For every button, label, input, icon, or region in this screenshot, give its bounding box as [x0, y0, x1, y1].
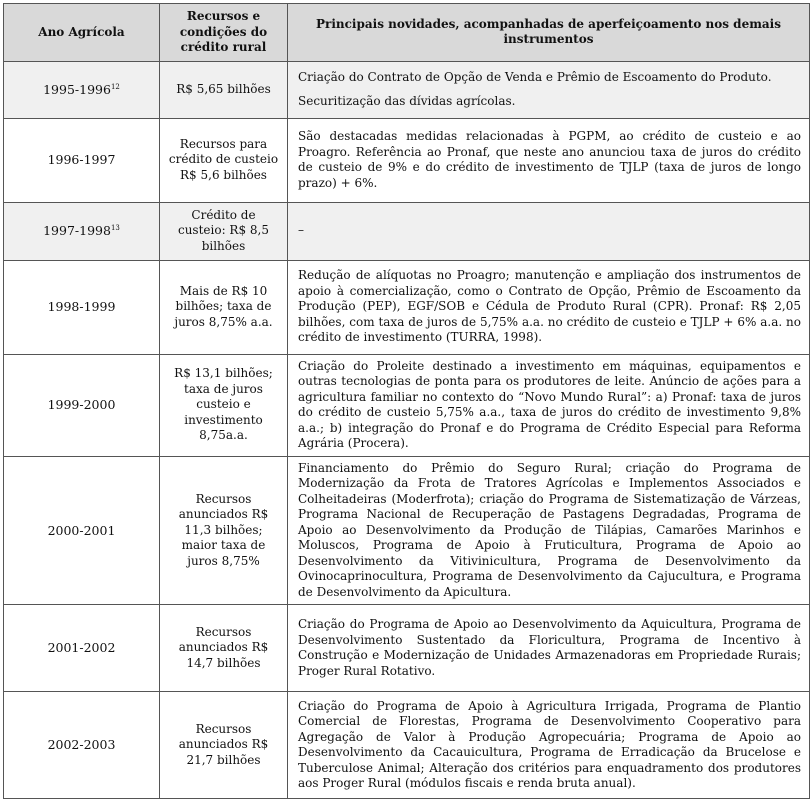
- novelty-text: Securitização das dívidas agrícolas.: [298, 93, 516, 108]
- novelty-text: Criação do Proleite destinado a investimento em máquinas, equipamentos e outras tecnologias de ponta para os produtores de leite. Anúncio de ações para a agricultura familiar no contexto do “Novo Mundo Rural”: a) Pronaf: taxa de juros do crédito de custeio 5,75% a.a., taxa de juros do crédito de investimento 9,8% a.a.; b) integração do Pronaf e do Programa de Crédito Especial para Reforma Agrária (Procera).: [298, 358, 801, 450]
- footnote-marker: 13: [110, 224, 120, 233]
- table-row: [4, 202, 810, 260]
- novelty-text: São destacadas medidas relacionadas à PGPM, ao crédito de custeio e ao Proagro. Referência ao Pronaf, que neste ano anunciou taxa de juros do crédito de custeio de 9% e do crédito de investimento de TJLP (taxa de juros de longo prazo) + 6%.: [298, 129, 801, 190]
- header-year: Ano Agrícola: [4, 4, 160, 62]
- novelty-text: Financiamento do Prêmio do Seguro Rural; criação do Programa de Modernização da Frota de Tratores Agrícolas e Implementos Associados e Colheitadeiras (Moderfrota); criação do Programa de Sistematização de Várzeas, Programa Nacional de Recuperação de Pastagens Degradadas, Programa de Apoio ao Desenvolvimento da Produção de Tilápias, Camarões Marinhos e Moluscos, Programa de Apoio à Fruticultura, Programa de Apoio ao Desenvolvimento da Vitivinicultura, Programa de Desenvolvimento da Ovinocaprinocultura, Programa de Desenvolvimento da Cajucultura, e Programa de Desenvolvimento da Apicultura.: [298, 460, 801, 599]
- table-row: [4, 456, 810, 605]
- credit-policy-table: [3, 3, 810, 799]
- year-cell: [4, 118, 160, 202]
- year-label: 1997-1998: [43, 223, 111, 239]
- year-cell: [4, 202, 160, 260]
- header-row: [4, 4, 810, 62]
- table-row: [4, 61, 810, 118]
- resources-cell: Recursos anunciados R$ 21,7 bilhões: [160, 692, 288, 799]
- novelty-text: Criação do Programa de Apoio ao Desenvolvimento da Aquicultura, Programa de Desenvolvimento Sustentado da Floricultura, Programa de Incentivo à Construção e Modernização de Unidades Armazenadoras em Propriedade Rurais; Proger Rural Rotativo.: [298, 617, 801, 678]
- year-cell: [4, 354, 160, 456]
- year-cell: [4, 260, 160, 354]
- resources-cell: Recursos para crédito de custeio R$ 5,6 bilhões: [160, 118, 288, 202]
- novelties-cell: [288, 61, 810, 118]
- novelties-cell: [288, 354, 810, 456]
- novelty-text: Criação do Contrato de Opção de Venda e Prêmio de Escoamento do Produto.: [298, 70, 772, 84]
- year-cell: [4, 456, 160, 605]
- footnote-marker: 12: [110, 82, 120, 91]
- novelty-text: Criação do Programa de Apoio à Agricultura Irrigada, Programa de Plantio Comercial de Florestas, Programa de Desenvolvimento Cooperativo para Agregação de Valor à Produção Agropecuária; Programa de Apoio ao Desenvolvimento da Cacauicultura, Programa de Erradicação da Brucelose e Tuberculose Animal; Alteração dos critérios para enquadramento dos produtores aos Proger Rural (módulos fiscais e renda bruta anual).: [298, 698, 801, 790]
- header-resources: Recursos e condições do crédito rural: [160, 4, 288, 62]
- resources-cell: Crédito de custeio: R$ 8,5 bilhões: [160, 202, 288, 260]
- year-label: 2002-2003: [47, 737, 116, 753]
- resources-cell: Recursos anunciados R$ 14,7 bilhões: [160, 605, 288, 692]
- table-row: [4, 260, 810, 354]
- novelties-cell: [288, 456, 810, 605]
- year-label: 1998-1999: [47, 299, 116, 315]
- novelty-text: Redução de alíquotas no Proagro; manutenção e ampliação dos instrumentos de apoio à comercialização, como o Contrato de Opção, Prêmio de Escoamento da Produção (PEP), EGF/SOB e Cédula de Produto Rural (CPR). Pronaf: R$ 2,05 bilhões, com taxa de juros de 5,75% a.a. no crédito de custeio e TJLP + 6% a.a. no crédito de investimento (TURRA, 1998).: [298, 268, 801, 345]
- table-row: [4, 354, 810, 456]
- table-row: [4, 605, 810, 692]
- resources-cell: R$ 13,1 bilhões; taxa de juros custeio e investimento 8,75a.a.: [160, 354, 288, 456]
- year-label: 1995-1996: [43, 81, 111, 97]
- resources-cell: Mais de R$ 10 bilhões; taxa de juros 8,75% a.a.: [160, 260, 288, 354]
- year-cell: [4, 61, 160, 118]
- year-label: 1996-1997: [47, 152, 116, 168]
- novelties-cell: [288, 202, 810, 260]
- novelties-cell: [288, 605, 810, 692]
- novelty-text: –: [298, 223, 304, 238]
- year-cell: [4, 692, 160, 799]
- header-novelties: Principais novidades, acompanhadas de aperfeiçoamento nos demais instrumentos: [288, 4, 810, 62]
- table-row: [4, 118, 810, 202]
- novelties-cell: [288, 118, 810, 202]
- year-label: 2000-2001: [47, 522, 116, 538]
- year-cell: [4, 605, 160, 692]
- novelties-cell: [288, 692, 810, 799]
- year-label: 2001-2002: [47, 640, 116, 656]
- resources-cell: Recursos anunciados R$ 11,3 bilhões; maior taxa de juros 8,75%: [160, 456, 288, 605]
- table-row: [4, 692, 810, 799]
- year-label: 1999-2000: [47, 397, 116, 413]
- resources-cell: R$ 5,65 bilhões: [160, 61, 288, 118]
- novelties-cell: [288, 260, 810, 354]
